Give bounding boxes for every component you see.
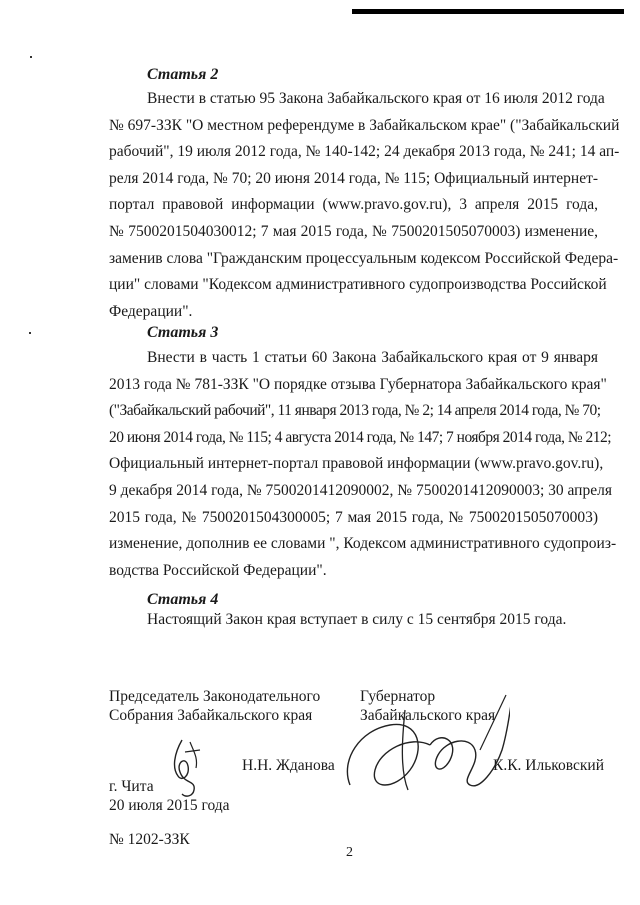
text-line: 20 июня 2014 года, № 115; 4 августа 2014 года, № 147; 7 ноября 2014 года, № 212; bbox=[109, 428, 612, 446]
article-3-title: Статья 3 bbox=[147, 324, 219, 341]
article-4-text: Настоящий Закон края вступает в силу с 15 сентября 2015 года. bbox=[147, 611, 567, 628]
governor-name: К.К. Ильковский bbox=[493, 757, 605, 774]
page-number: 2 bbox=[346, 845, 353, 860]
text-line: Официальный интернет-портал правовой информации (www.pravo.gov.ru), bbox=[109, 455, 604, 473]
article-3-text bbox=[109, 345, 617, 584]
chair-name: Н.Н. Жданова bbox=[242, 757, 335, 774]
text-line: Внести в статью 95 Закона Забайкальского края от 16 июля 2012 года bbox=[147, 90, 605, 107]
text-line: Федерации". bbox=[109, 302, 193, 320]
chair-title-line2: Собрания Забайкальского края bbox=[109, 707, 313, 724]
text-line: 2015 года, № 7500201504300005; 7 мая 2015 года, № 7500201505070003) bbox=[109, 508, 598, 526]
article-2-title: Статья 2 bbox=[147, 66, 219, 83]
chair-signature bbox=[160, 732, 220, 802]
text-line: 2013 года № 781-ЗЗК "О порядке отзыва Губернатора Забайкальского края" bbox=[109, 375, 607, 393]
text-line: ("Забайкальский рабочий", 11 января 2013 года, № 2; 14 апреля 2014 года, № 70; bbox=[109, 402, 601, 420]
scan-edge-bar bbox=[352, 9, 624, 14]
scan-speck bbox=[30, 56, 32, 58]
text-line: рабочий", 19 июля 2012 года, № 140-142; 24 декабря 2013 года, № 241; 14 ап- bbox=[109, 143, 620, 161]
governor-title-line2: Забайкальского края bbox=[360, 707, 496, 724]
text-line: водства Российской Федерации". bbox=[109, 561, 327, 579]
article-2-text bbox=[109, 86, 620, 325]
text-line: портал правовой информации (www.pravo.gov.ru), 3 апреля 2015 года, bbox=[109, 196, 598, 214]
law-number: № 1202-ЗЗК bbox=[109, 831, 190, 848]
chair-title-line1: Председатель Законодательного bbox=[109, 688, 321, 705]
text-line: ции" словами "Кодексом административного судопроизводства Российской bbox=[109, 276, 607, 294]
place: г. Чита bbox=[109, 778, 154, 795]
date: 20 июля 2015 года bbox=[109, 797, 230, 814]
text-line: № 7500201504030012; 7 мая 2015 года, № 7500201505070003) изменение, bbox=[109, 222, 598, 240]
governor-signature bbox=[330, 690, 510, 800]
text-line: заменив слова "Гражданским процессуальным кодексом Российской Федера- bbox=[109, 249, 619, 267]
text-line: изменение, дополнив ее словами ", Кодексом административного судопроиз- bbox=[109, 535, 617, 553]
text-line: № 697-ЗЗК "О местном референдуме в Забайкальском крае" ("Забайкальский bbox=[109, 116, 620, 134]
text-line: реля 2014 года, № 70; 20 июня 2014 года, № 115; Официальный интернет- bbox=[109, 169, 599, 187]
governor-title-line1: Губернатор bbox=[360, 688, 436, 705]
text-line: 9 декабря 2014 года, № 7500201412090002, № 7500201412090003; 30 апреля bbox=[109, 481, 612, 499]
text-line: Внести в часть 1 статьи 60 Закона Забайкальского края от 9 января bbox=[147, 349, 598, 366]
article-4-title: Статья 4 bbox=[147, 591, 219, 608]
scan-speck bbox=[29, 332, 31, 334]
